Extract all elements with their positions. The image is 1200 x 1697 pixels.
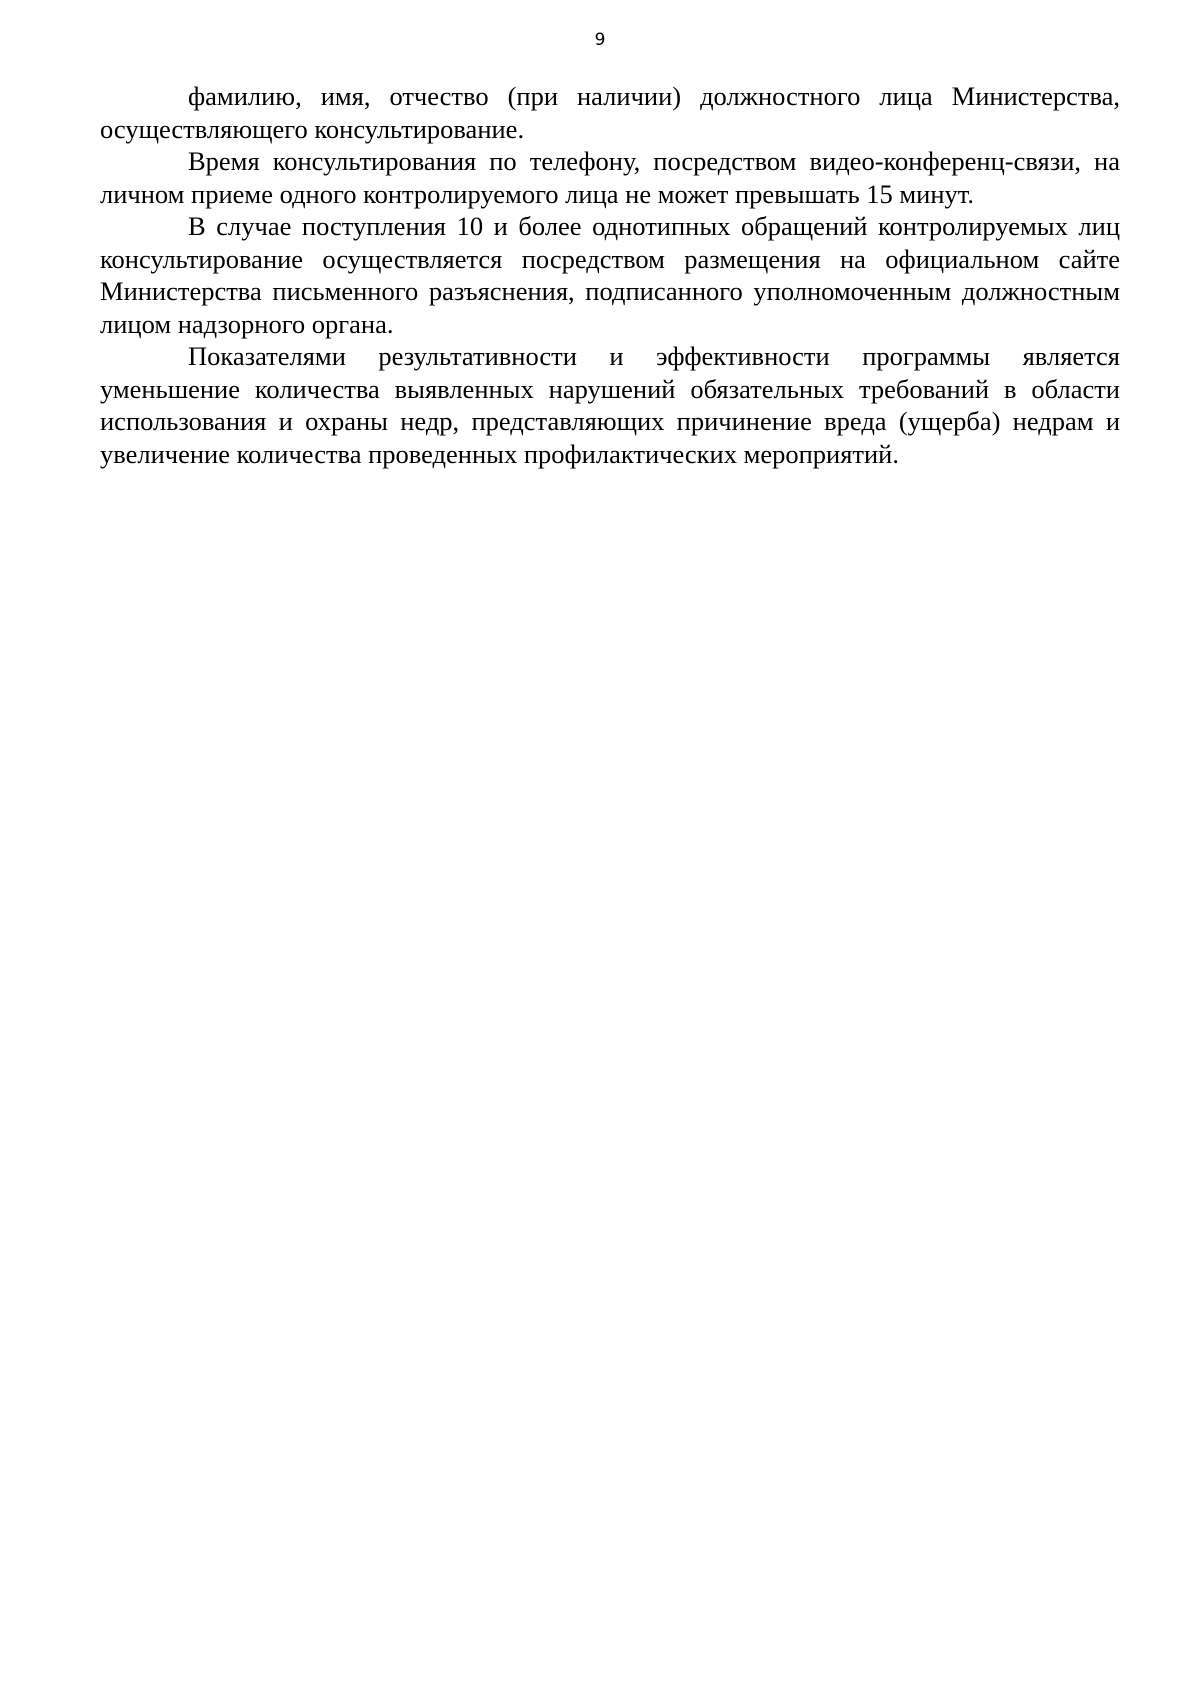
paragraph: В случае поступления 10 и более однотипных обращений контролируемых лиц консультирование осуществляется посредством размещения на официальном сайте Министерства письменного разъяснения, подписанного уполномоченным должностным лицом надзорного органа. [100, 211, 1120, 339]
paragraph: фамилию, имя, отчество (при наличии) должностного лица Министерства, осуществляющего консультирование. [100, 81, 1120, 144]
page-number: 9 [594, 30, 606, 50]
paragraph: Показателями результативности и эффективности программы является уменьшение количества выявленных нарушений обязательных требований в области использования и охраны недр, представляющих причинение вреда (ущерба) недрам и увеличение количества проведенных профилактических мероприятий. [100, 341, 1120, 469]
paragraph: Время консультирования по телефону, посредством видео-конференц-связи, на личном приеме одного контролируемого лица не может превышать 15 минут. [100, 146, 1120, 209]
document-body [100, 80, 1120, 470]
